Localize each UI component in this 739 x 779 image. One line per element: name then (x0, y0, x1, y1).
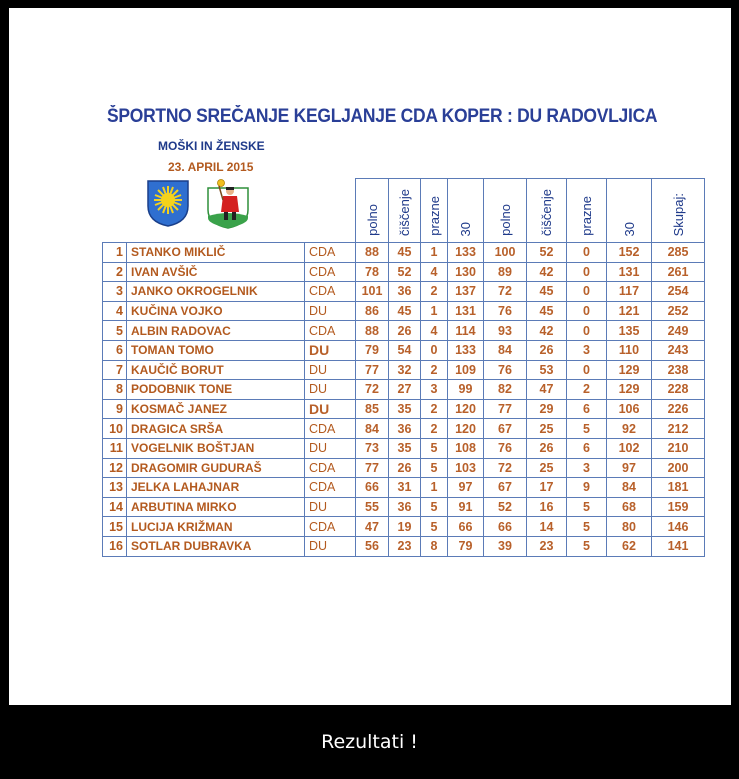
score-cell: 42 (527, 262, 567, 282)
score-cell: 93 (484, 321, 527, 341)
score-cell: 226 (652, 399, 705, 419)
score-cell: 5 (421, 438, 448, 458)
table-row (103, 478, 705, 498)
score-cell: 67 (484, 419, 527, 439)
score-cell: 0 (567, 243, 607, 263)
club-cell: DU (305, 438, 356, 458)
score-cell: 243 (652, 340, 705, 360)
player-name-cell: LUCIJA KRIŽMAN (127, 517, 305, 537)
player-name-cell: KAUČIČ BORUT (127, 360, 305, 380)
player-name-cell: DRAGICA SRŠA (127, 419, 305, 439)
score-cell: 261 (652, 262, 705, 282)
score-cell: 120 (448, 419, 484, 439)
score-cell: 249 (652, 321, 705, 341)
score-cell: 47 (527, 380, 567, 400)
table-row (103, 243, 705, 263)
score-cell: 135 (607, 321, 652, 341)
score-cell: 1 (421, 478, 448, 498)
score-cell: 131 (607, 262, 652, 282)
table-row (103, 380, 705, 400)
club-cell: CDA (305, 282, 356, 302)
score-cell: 36 (389, 282, 421, 302)
score-cell: 131 (448, 301, 484, 321)
score-cell: 5 (567, 419, 607, 439)
score-cell: 137 (448, 282, 484, 302)
club-cell: DU (305, 536, 356, 556)
player-name-cell: JANKO OKROGELNIK (127, 282, 305, 302)
document-date: 23. APRIL 2015 (168, 160, 254, 174)
score-cell: 23 (389, 536, 421, 556)
score-cell: 72 (484, 458, 527, 478)
score-cell: 5 (421, 497, 448, 517)
score-cell: 238 (652, 360, 705, 380)
score-cell: 212 (652, 419, 705, 439)
score-cell: 0 (567, 301, 607, 321)
score-cell: 5 (421, 458, 448, 478)
score-cell: 23 (527, 536, 567, 556)
score-cell: 32 (389, 360, 421, 380)
score-cell: 19 (389, 517, 421, 537)
score-cell: 77 (356, 458, 389, 478)
score-cell: 1 (421, 301, 448, 321)
results-table-body (103, 243, 705, 557)
rank-cell: 14 (103, 497, 127, 517)
club-cell: CDA (305, 262, 356, 282)
header-spacer (305, 179, 356, 243)
table-row (103, 321, 705, 341)
column-header: čiščenje (389, 179, 421, 243)
score-cell: 72 (356, 380, 389, 400)
score-cell: 102 (607, 438, 652, 458)
table-row (103, 360, 705, 380)
player-name-cell: ARBUTINA MIRKO (127, 497, 305, 517)
player-name-cell: PODOBNIK TONE (127, 380, 305, 400)
score-cell: 52 (527, 243, 567, 263)
score-cell: 79 (356, 340, 389, 360)
score-cell: 4 (421, 262, 448, 282)
score-cell: 36 (389, 497, 421, 517)
score-cell: 25 (527, 419, 567, 439)
score-cell: 5 (567, 497, 607, 517)
player-name-cell: SOTLAR DUBRAVKA (127, 536, 305, 556)
score-cell: 2 (421, 282, 448, 302)
club-cell: DU (305, 340, 356, 360)
club-cell: CDA (305, 419, 356, 439)
rank-cell: 13 (103, 478, 127, 498)
score-cell: 5 (567, 517, 607, 537)
score-cell: 133 (448, 243, 484, 263)
score-cell: 77 (356, 360, 389, 380)
score-cell: 130 (448, 262, 484, 282)
document-title: ŠPORTNO SREČANJE KEGLJANJE CDA KOPER : DU RADOVLJICA (107, 106, 658, 127)
score-cell: 45 (527, 282, 567, 302)
score-cell: 129 (607, 360, 652, 380)
column-header: 30 (448, 179, 484, 243)
score-cell: 84 (356, 419, 389, 439)
score-cell: 120 (448, 399, 484, 419)
score-cell: 103 (448, 458, 484, 478)
score-cell: 2 (421, 399, 448, 419)
score-cell: 101 (356, 282, 389, 302)
score-cell: 72 (484, 282, 527, 302)
player-name-cell: STANKO MIKLIČ (127, 243, 305, 263)
score-cell: 6 (567, 438, 607, 458)
score-cell: 200 (652, 458, 705, 478)
score-cell: 210 (652, 438, 705, 458)
score-cell: 91 (448, 497, 484, 517)
score-cell: 35 (389, 438, 421, 458)
score-cell: 35 (389, 399, 421, 419)
score-cell: 80 (607, 517, 652, 537)
club-cell: DU (305, 497, 356, 517)
score-cell: 285 (652, 243, 705, 263)
table-row (103, 497, 705, 517)
score-cell: 26 (527, 438, 567, 458)
score-cell: 1 (421, 243, 448, 263)
score-cell: 56 (356, 536, 389, 556)
player-name-cell: VOGELNIK BOŠTJAN (127, 438, 305, 458)
score-cell: 0 (567, 282, 607, 302)
score-cell: 54 (389, 340, 421, 360)
score-cell: 159 (652, 497, 705, 517)
score-cell: 16 (527, 497, 567, 517)
score-cell: 0 (567, 321, 607, 341)
club-cell: CDA (305, 458, 356, 478)
score-cell: 252 (652, 301, 705, 321)
score-cell: 0 (421, 340, 448, 360)
score-cell: 97 (448, 478, 484, 498)
image-caption: Rezultati ! (321, 731, 418, 753)
score-cell: 36 (389, 419, 421, 439)
score-cell: 117 (607, 282, 652, 302)
score-cell: 0 (567, 360, 607, 380)
score-cell: 92 (607, 419, 652, 439)
score-cell: 152 (607, 243, 652, 263)
table-row (103, 438, 705, 458)
player-name-cell: KUČINA VOJKO (127, 301, 305, 321)
score-cell: 26 (389, 458, 421, 478)
player-name-cell: JELKA LAHAJNAR (127, 478, 305, 498)
column-header: čiščenje (527, 179, 567, 243)
score-cell: 88 (356, 321, 389, 341)
column-header: polno (484, 179, 527, 243)
score-cell: 228 (652, 380, 705, 400)
score-cell: 86 (356, 301, 389, 321)
rank-cell: 3 (103, 282, 127, 302)
score-cell: 42 (527, 321, 567, 341)
rank-cell: 2 (103, 262, 127, 282)
score-cell: 254 (652, 282, 705, 302)
score-cell: 88 (356, 243, 389, 263)
score-cell: 181 (652, 478, 705, 498)
player-name-cell: DRAGOMIR GUDURAŠ (127, 458, 305, 478)
table-row (103, 458, 705, 478)
score-cell: 31 (389, 478, 421, 498)
score-cell: 66 (448, 517, 484, 537)
score-cell: 66 (356, 478, 389, 498)
score-cell: 8 (421, 536, 448, 556)
club-cell: CDA (305, 321, 356, 341)
score-cell: 84 (607, 478, 652, 498)
score-cell: 62 (607, 536, 652, 556)
score-cell: 76 (484, 360, 527, 380)
score-cell: 45 (389, 243, 421, 263)
table-row (103, 340, 705, 360)
score-cell: 3 (567, 340, 607, 360)
rank-cell: 12 (103, 458, 127, 478)
column-header: prazne (421, 179, 448, 243)
header-spacer (127, 179, 305, 243)
score-cell: 53 (527, 360, 567, 380)
club-cell: CDA (305, 478, 356, 498)
club-cell: CDA (305, 243, 356, 263)
score-cell: 55 (356, 497, 389, 517)
player-name-cell: ALBIN RADOVAC (127, 321, 305, 341)
score-cell: 14 (527, 517, 567, 537)
score-cell: 114 (448, 321, 484, 341)
score-cell: 133 (448, 340, 484, 360)
table-row (103, 399, 705, 419)
score-cell: 100 (484, 243, 527, 263)
score-cell: 82 (484, 380, 527, 400)
rank-cell: 1 (103, 243, 127, 263)
table-header-row (103, 179, 705, 243)
score-cell: 39 (484, 536, 527, 556)
score-cell: 99 (448, 380, 484, 400)
score-cell: 97 (607, 458, 652, 478)
rank-cell: 11 (103, 438, 127, 458)
table-row (103, 419, 705, 439)
table-row (103, 536, 705, 556)
score-cell: 66 (484, 517, 527, 537)
score-cell: 25 (527, 458, 567, 478)
score-cell: 141 (652, 536, 705, 556)
table-row (103, 301, 705, 321)
column-header: 30 (607, 179, 652, 243)
score-cell: 2 (567, 380, 607, 400)
score-cell: 146 (652, 517, 705, 537)
table-row (103, 262, 705, 282)
table-row (103, 517, 705, 537)
score-cell: 5 (567, 536, 607, 556)
score-cell: 73 (356, 438, 389, 458)
score-cell: 52 (389, 262, 421, 282)
rank-cell: 4 (103, 301, 127, 321)
score-cell: 2 (421, 419, 448, 439)
score-cell: 78 (356, 262, 389, 282)
score-cell: 45 (389, 301, 421, 321)
rank-cell: 7 (103, 360, 127, 380)
score-cell: 3 (567, 458, 607, 478)
rank-cell: 10 (103, 419, 127, 439)
score-cell: 9 (567, 478, 607, 498)
score-cell: 67 (484, 478, 527, 498)
score-cell: 52 (484, 497, 527, 517)
score-cell: 84 (484, 340, 527, 360)
score-cell: 45 (527, 301, 567, 321)
player-name-cell: TOMAN TOMO (127, 340, 305, 360)
score-cell: 77 (484, 399, 527, 419)
score-cell: 29 (527, 399, 567, 419)
score-cell: 17 (527, 478, 567, 498)
score-cell: 2 (421, 360, 448, 380)
score-cell: 68 (607, 497, 652, 517)
player-name-cell: KOSMAČ JANEZ (127, 399, 305, 419)
score-cell: 26 (527, 340, 567, 360)
rank-cell: 5 (103, 321, 127, 341)
score-cell: 129 (607, 380, 652, 400)
score-cell: 6 (567, 399, 607, 419)
score-cell: 76 (484, 438, 527, 458)
score-cell: 121 (607, 301, 652, 321)
score-cell: 5 (421, 517, 448, 537)
column-header: polno (356, 179, 389, 243)
club-cell: CDA (305, 517, 356, 537)
club-cell: DU (305, 399, 356, 419)
score-cell: 106 (607, 399, 652, 419)
rank-cell: 15 (103, 517, 127, 537)
score-cell: 0 (567, 262, 607, 282)
score-cell: 85 (356, 399, 389, 419)
score-cell: 26 (389, 321, 421, 341)
score-cell: 4 (421, 321, 448, 341)
player-name-cell: IVAN AVŠIČ (127, 262, 305, 282)
score-cell: 3 (421, 380, 448, 400)
score-cell: 47 (356, 517, 389, 537)
score-cell: 110 (607, 340, 652, 360)
club-cell: DU (305, 301, 356, 321)
score-cell: 27 (389, 380, 421, 400)
score-cell: 76 (484, 301, 527, 321)
score-cell: 108 (448, 438, 484, 458)
score-cell: 109 (448, 360, 484, 380)
document-subtitle: MOŠKI IN ŽENSKE (158, 139, 265, 153)
score-cell: 79 (448, 536, 484, 556)
table-row (103, 282, 705, 302)
rank-cell: 9 (103, 399, 127, 419)
score-cell: 89 (484, 262, 527, 282)
rank-cell: 6 (103, 340, 127, 360)
rank-cell: 16 (103, 536, 127, 556)
header-spacer (103, 179, 127, 243)
column-header: prazne (567, 179, 607, 243)
column-header: Skupaj: (652, 179, 705, 243)
results-table (102, 178, 705, 557)
club-cell: DU (305, 380, 356, 400)
club-cell: DU (305, 360, 356, 380)
rank-cell: 8 (103, 380, 127, 400)
